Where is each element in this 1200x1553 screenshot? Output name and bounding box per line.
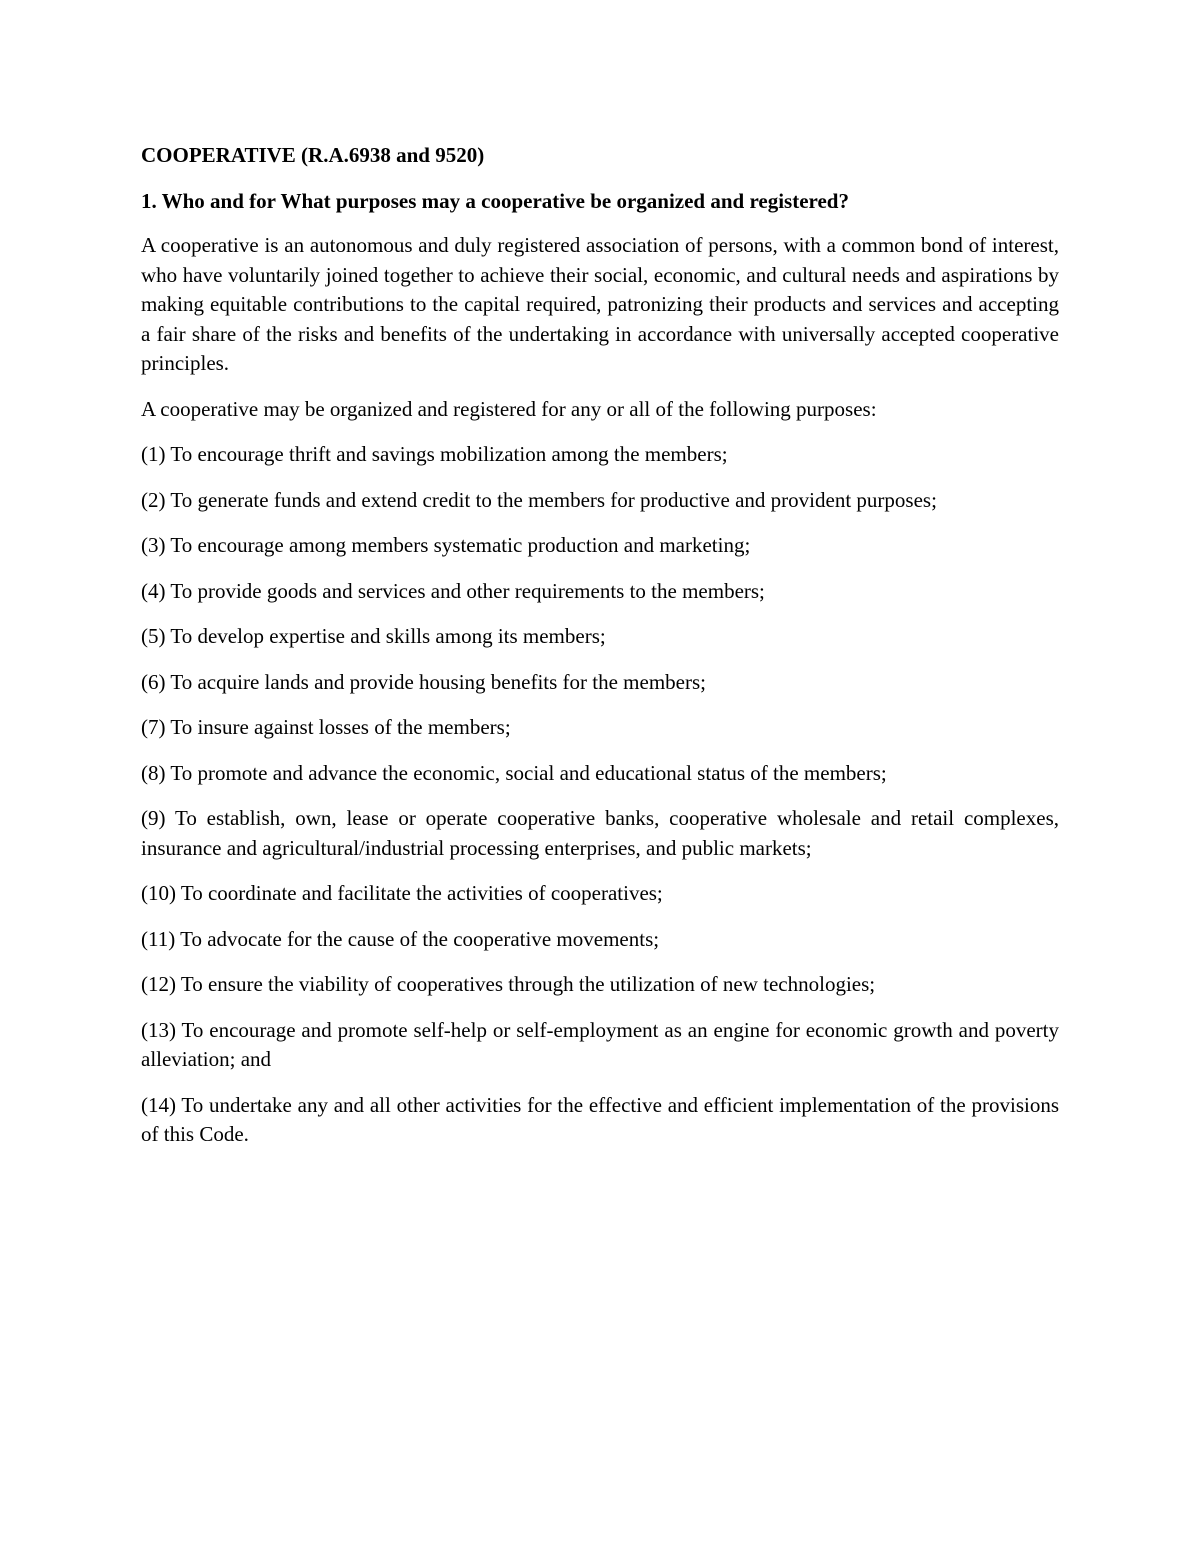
document-page <box>141 141 1059 1166</box>
purpose-item-9: (9) To establish, own, lease or operate cooperative banks, cooperative wholesale and retail complexes, insurance and agricultural/industrial processing enterprises, and public markets; <box>141 806 1059 860</box>
document-title: COOPERATIVE (R.A.6938 and 9520) <box>141 143 485 167</box>
purpose-item-2: (2) To generate funds and extend credit to the members for productive and provident purposes; <box>141 487 937 512</box>
purposes-intro: A cooperative may be organized and registered for any or all of the following purposes: <box>141 396 877 421</box>
purpose-item-14: (14) To undertake any and all other activities for the effective and efficient implementation of the provisions of this Code. <box>141 1092 1059 1146</box>
purpose-item-11: (11) To advocate for the cause of the cooperative movements; <box>141 926 660 951</box>
definition-paragraph: A cooperative is an autonomous and duly registered association of persons, with a common bond of interest, who have voluntarily joined together to achieve their social, economic, and cultural needs and aspirations by making equitable contributions to the capital required, patronizing their products and services and accepting a fair share of the risks and benefits of the undertaking in accordance with universally accepted cooperative principles. <box>141 233 1059 375</box>
purposes-list <box>141 440 1059 1150</box>
purpose-item-10: (10) To coordinate and facilitate the activities of cooperatives; <box>141 881 663 905</box>
purpose-item-5: (5) To develop expertise and skills among its members; <box>141 624 606 648</box>
purpose-item-4: (4) To provide goods and services and other requirements to the members; <box>141 578 765 603</box>
purpose-item-1: (1) To encourage thrift and savings mobilization among the members; <box>141 442 728 466</box>
purpose-item-12: (12) To ensure the viability of cooperatives through the utilization of new technologies; <box>141 972 876 996</box>
purpose-item-7: (7) To insure against losses of the members; <box>141 715 511 739</box>
question-heading: 1. Who and for What purposes may a cooperative be organized and registered? <box>141 189 849 213</box>
purpose-item-13: (13) To encourage and promote self-help or self-employment as an engine for economic growth and poverty alleviation; and <box>141 1017 1059 1071</box>
purpose-item-3: (3) To encourage among members systematic production and marketing; <box>141 533 751 557</box>
purpose-item-8: (8) To promote and advance the economic, social and educational status of the members; <box>141 760 887 785</box>
purpose-item-6: (6) To acquire lands and provide housing benefits for the members; <box>141 669 706 694</box>
